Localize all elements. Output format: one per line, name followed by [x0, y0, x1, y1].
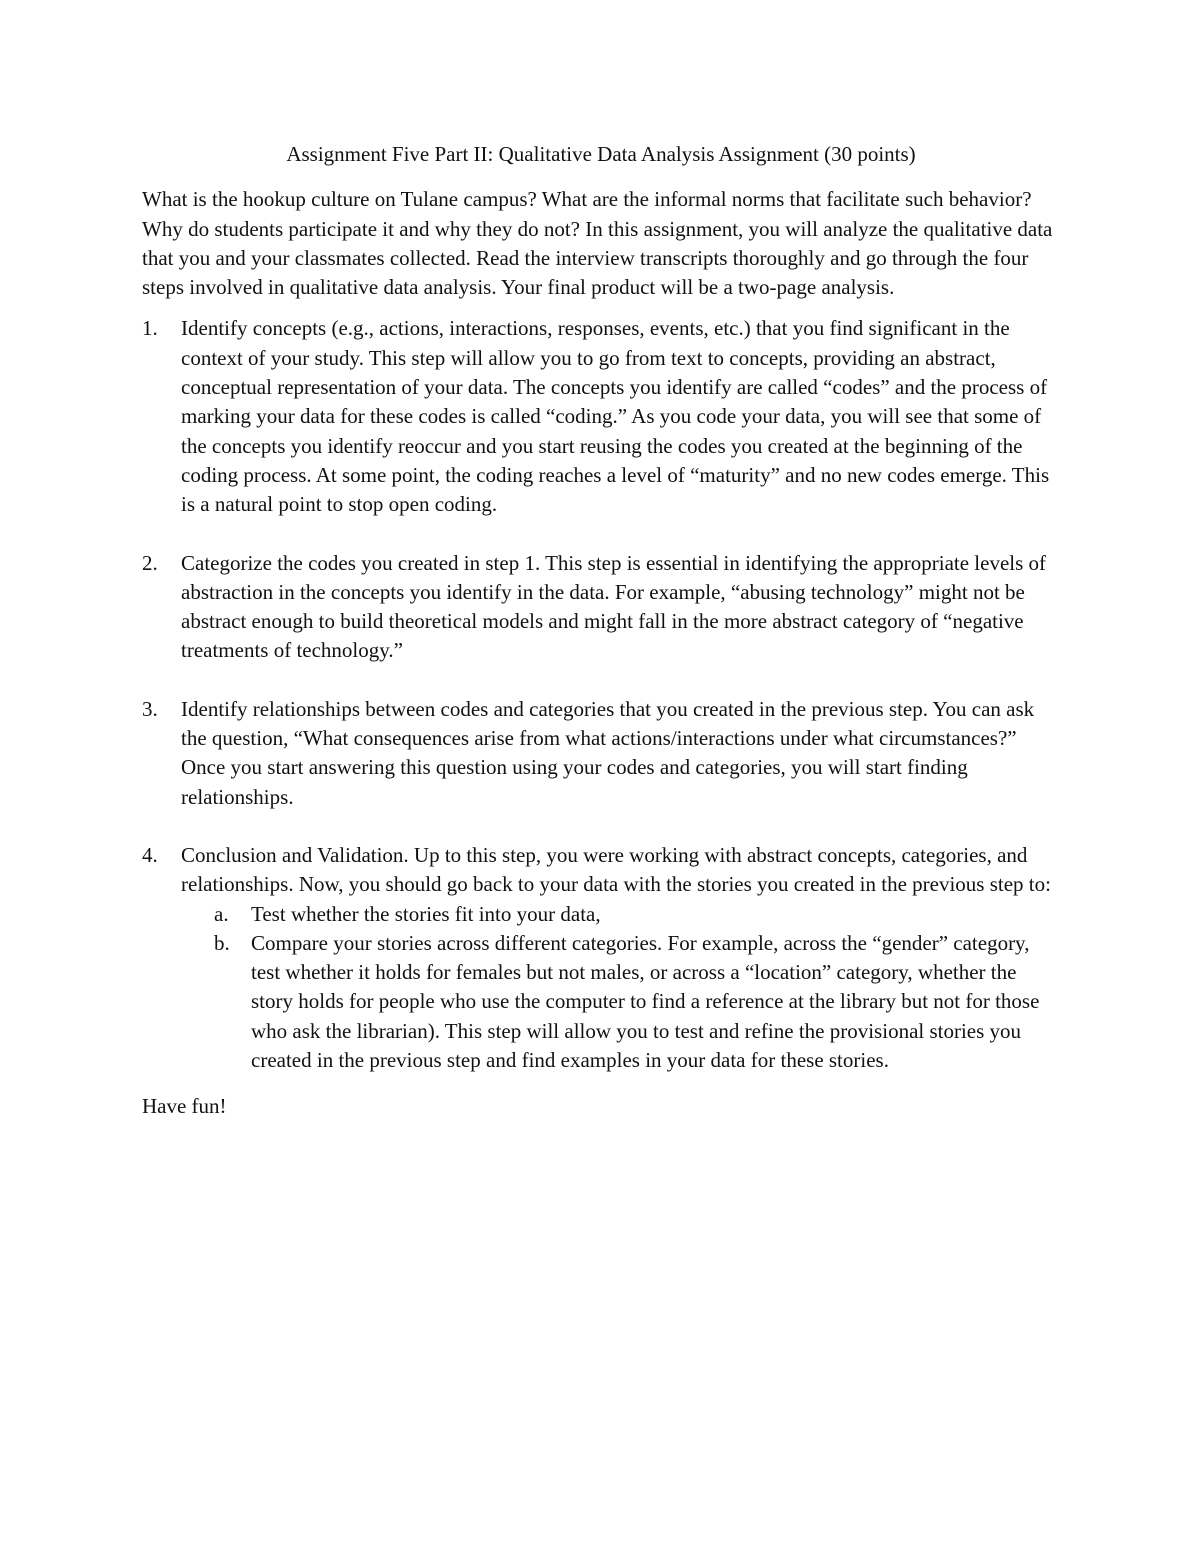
- list-item-substep-b: [142, 929, 1060, 1075]
- substep-letter: b.: [214, 930, 230, 955]
- substep-letter: a.: [214, 901, 229, 926]
- list-item-step-1: [142, 314, 1060, 519]
- list-item-step-4: [142, 841, 1060, 1075]
- step-text: Identify concepts (e.g., actions, interactions, responses, events, etc.) that you find significant in the context of your study. This step will allow you to go from text to concepts, providing an abstract, conceptual representation of your data. The concepts you identify are called “codes” and the process of marking your data for these codes is called “coding.” As you code your data, you will see that some of the concepts you identify reoccur and you start reusing the codes you created at the beginning of the coding process. At some point, the coding reaches a level of “maturity” and no new codes emerge. This is a natural point to stop open coding.: [181, 316, 1050, 517]
- step-number: 4.: [142, 842, 158, 867]
- step-text: Categorize the codes you created in step 1. This step is essential in identifying the appropriate levels of abstraction in the concepts you identify in the data. For example, “abusing technology” might not be abstract enough to build theoretical models and might fall in the more abstract category of “negative treatments of technology.”: [181, 550, 1047, 663]
- list-item-step-3: [142, 695, 1060, 812]
- step-text: Identify relationships between codes and categories that you created in the previous step. You can ask the question, “What consequences arise from what actions/interactions under what circumstances?” Once you start answering this question using your codes and categories, you will start finding relationships.: [181, 696, 1035, 809]
- closing-line: Have fun!: [142, 1094, 227, 1119]
- substep-text: Test whether the stories fit into your data,: [251, 901, 601, 926]
- substep-text: Compare your stories across different categories. For example, across the “gender” category, test whether it holds for females but not males, or across a “location” category, whether the story holds for people who use the computer to find a reference at the library but not for those who ask the librarian). This step will allow you to test and refine the provisional stories you created in the previous step and find examples in your data for these stories.: [251, 930, 1040, 1073]
- step-number: 3.: [142, 696, 158, 721]
- substeps-list: [181, 900, 1060, 1076]
- steps-list: [142, 314, 1060, 1075]
- list-item-step-2: [142, 549, 1060, 666]
- step-number: 1.: [142, 316, 158, 341]
- list-item-substep-a: [142, 900, 1060, 929]
- intro-paragraph: What is the hookup culture on Tulane campus? What are the informal norms that facilitate such behavior? Why do students participate it and why they do not? In this assignment, you will analyze the qualitative data that you and your classmates collected. Read the interview transcripts thoroughly and go through the four steps involved in qualitative data analysis. Your final product will be a two-page analysis.: [142, 187, 1053, 300]
- document-page: [142, 140, 1060, 1122]
- page-title: Assignment Five Part II: Qualitative Data Analysis Assignment (30 points): [286, 142, 916, 166]
- step-number: 2.: [142, 550, 158, 575]
- step-text: Conclusion and Validation. Up to this step, you were working with abstract concepts, categories, and relationships. Now, you should go back to your data with the stories you created in the previous step to:: [181, 842, 1051, 897]
